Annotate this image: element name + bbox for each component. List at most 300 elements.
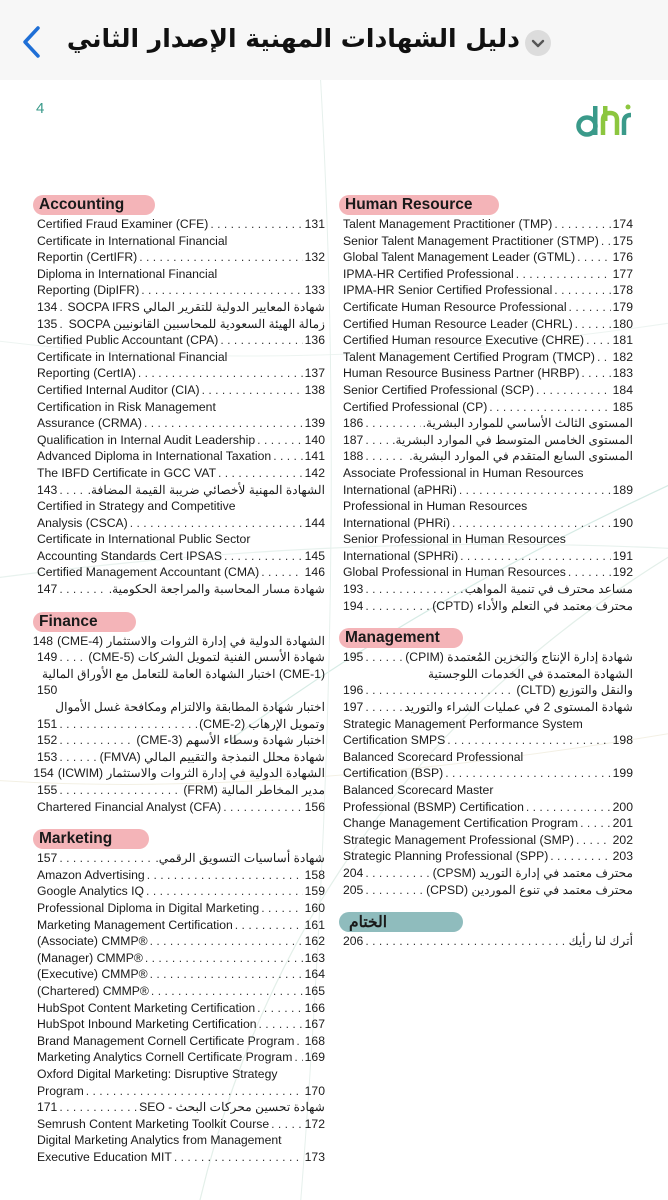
toc-entry[interactable] xyxy=(37,966,325,983)
toc-entry[interactable] xyxy=(343,564,633,581)
toc-entry[interactable] xyxy=(343,799,633,816)
toc-entry[interactable] xyxy=(37,1149,325,1166)
toc-entry-title: الشهادة المهنية لأخصائي ضريبة القيمة المضافة. xyxy=(87,482,325,497)
toc-entry[interactable] xyxy=(37,950,325,967)
toc-entry[interactable] xyxy=(37,917,325,934)
toc-entry[interactable] xyxy=(33,765,325,782)
toc-entry-page: 190 xyxy=(612,515,633,530)
toc-entry-title: Certification (BSP) xyxy=(343,766,444,781)
dot-leader xyxy=(550,848,610,865)
dot-leader xyxy=(452,515,611,532)
toc-entry-line[interactable]: Balanced Scorecard Master xyxy=(343,783,494,797)
toc-entry-page[interactable]: 150 xyxy=(37,683,58,698)
toc-entry-title: (CME-2) وتمويل الإرهاب xyxy=(199,716,325,731)
section-heading xyxy=(37,195,325,215)
toc-entry-page: 202 xyxy=(612,832,633,847)
dot-leader xyxy=(59,716,197,733)
toc-entry-title: (FRM) مدير المخاطر المالية xyxy=(183,783,325,797)
dot-leader xyxy=(568,564,611,581)
toc-entry-page: 201 xyxy=(612,816,633,831)
toc-entry-title: (Associate) CMMP® xyxy=(37,934,148,949)
toc-entry-title: (CPIM) شهادة إدارة الإنتاج والتخزين المُعتمدة xyxy=(405,650,633,665)
toc-entry[interactable] xyxy=(37,382,325,399)
toc-entry-page: 203 xyxy=(612,849,633,864)
toc-entry-title: Senior Talent Management Practitioner (STMP) xyxy=(343,233,599,248)
toc-entry-page: 171 xyxy=(37,1100,58,1115)
chevron-down-icon xyxy=(525,30,551,56)
toc-entry-title: Chartered Financial Analyst (CFA) xyxy=(37,799,222,814)
toc-entry-line[interactable]: اختبار شهادة المطابقة والالتزام ومكافحة غسل الأموال xyxy=(55,700,325,715)
toc-entry-title: Certified Internal Auditor (CIA) xyxy=(37,382,200,397)
toc-entry-page: 192 xyxy=(612,565,633,580)
dot-leader xyxy=(536,382,611,399)
toc-entry[interactable] xyxy=(343,598,633,615)
toc-entry-page: 142 xyxy=(304,465,325,480)
toc-entry-title: HubSpot Inbound Marketing Certification xyxy=(37,1017,257,1032)
dot-leader xyxy=(139,249,302,266)
toc-entry-title: Marketing Management Certification xyxy=(37,917,233,932)
toc-entry[interactable] xyxy=(37,716,325,733)
toc-entry-page: 163 xyxy=(304,950,325,965)
toc-entry[interactable] xyxy=(343,415,633,432)
dot-leader xyxy=(271,1116,303,1133)
toc-entry-title: (Chartered) CMMP® xyxy=(37,983,149,998)
toc-entry[interactable] xyxy=(343,299,633,316)
toc-entry[interactable] xyxy=(37,415,325,432)
toc-entry[interactable] xyxy=(37,867,325,884)
toc-entry-page: 153 xyxy=(37,749,58,764)
toc-entry[interactable] xyxy=(37,564,325,581)
toc-entry-page: 162 xyxy=(304,934,325,949)
section-gap xyxy=(37,815,325,829)
toc-entry-title: Certified Human resource Executive (CHRE) xyxy=(343,333,585,348)
toc-entry-page: 155 xyxy=(37,783,58,797)
toc-entry-page: 179 xyxy=(612,299,633,314)
toc-entry-title: (CPSD) محترف معتمد في تنوع الموردين xyxy=(426,882,633,897)
toc-entry[interactable] xyxy=(343,515,633,532)
toc-entry-page: 205 xyxy=(343,882,364,897)
toc-entry[interactable] xyxy=(37,883,325,900)
toc-entry[interactable] xyxy=(37,749,325,766)
toc-entry-page: 157 xyxy=(37,851,58,866)
toc-entry-title: شهادة أساسيات التسويق الرقمي. xyxy=(155,851,325,866)
toc-entry-page: 151 xyxy=(37,716,58,731)
toc-entry[interactable] xyxy=(343,233,633,250)
toc-entry[interactable] xyxy=(37,249,325,266)
toc-entry[interactable] xyxy=(343,765,633,782)
toc-entry[interactable] xyxy=(343,282,633,299)
dot-leader xyxy=(460,548,611,565)
toc-entry-title: المستوى الخامس المتوسط في الموارد البشرية. xyxy=(392,432,633,447)
toc-entry[interactable] xyxy=(37,282,325,299)
section-heading-label: Finance xyxy=(39,612,98,630)
dot-leader xyxy=(554,216,610,233)
toc-entry[interactable] xyxy=(37,482,325,499)
toc-entry-line[interactable]: Strategic Management Performance System xyxy=(343,716,583,731)
toc-entry[interactable] xyxy=(37,515,325,532)
toc-entry[interactable] xyxy=(343,682,633,699)
toc-entry-line[interactable]: Senior Professional in Human Resources xyxy=(343,532,566,547)
toc-entry-title: SOCPA IFRS شهادة المعايير الدولية للتقرير المالي xyxy=(67,299,325,314)
section-heading xyxy=(343,912,633,932)
section-heading-label: الختام xyxy=(349,914,388,932)
toc-entry-title: Program xyxy=(37,1083,84,1098)
toc-entry-page: 140 xyxy=(304,432,325,447)
toc-entry[interactable] xyxy=(37,1016,325,1033)
toc-entry[interactable] xyxy=(343,649,633,666)
toc-entry-page: 174 xyxy=(612,217,633,231)
section-heading-label: Human Resource xyxy=(345,196,473,213)
toc-entry-page: 158 xyxy=(304,867,325,882)
toc-entry[interactable] xyxy=(343,732,633,749)
toc-entry-page: 169 xyxy=(304,1050,325,1065)
toc-entry-title: Analysis (CSCA) xyxy=(37,515,128,530)
toc-entry-title: Reporting (DipIFR) xyxy=(37,283,140,298)
toc-entry[interactable] xyxy=(343,448,633,465)
toc-entry[interactable] xyxy=(37,1083,325,1100)
toc-entry-page: 193 xyxy=(343,582,364,597)
dot-leader xyxy=(365,598,430,615)
toc-entry-title: Professional (BSMP) Certification xyxy=(343,799,524,814)
toc-entry-page: 180 xyxy=(612,316,633,331)
dot-leader xyxy=(365,933,566,950)
dot-leader xyxy=(445,765,610,782)
toc-entry-title: Certified Fraud Examiner (CFE) xyxy=(37,217,209,231)
toc-entry[interactable] xyxy=(37,900,325,917)
toc-entry[interactable] xyxy=(343,382,633,399)
toc-entry-page: 147 xyxy=(37,582,58,597)
toc-entry-title: أترك لنا رأيك xyxy=(568,934,633,949)
toc-entry-title: Brand Management Cornell Certificate Program xyxy=(37,1033,295,1048)
section-heading-label: Management xyxy=(345,629,440,647)
dot-leader xyxy=(447,732,610,749)
dot-leader xyxy=(489,399,610,416)
toc-entry-line[interactable]: Balanced Scorecard Professional xyxy=(343,749,524,764)
section-heading-label: Marketing xyxy=(39,830,113,848)
toc-entry[interactable] xyxy=(343,832,633,849)
dot-leader xyxy=(218,465,303,482)
toc-entry[interactable] xyxy=(37,465,325,482)
toc-entry-page: 141 xyxy=(304,449,325,464)
dot-leader xyxy=(202,382,303,399)
toc-entry-title: Advanced Diploma in International Taxation xyxy=(37,449,272,464)
toc-entry-line[interactable]: Certificate in International Public Sector xyxy=(37,532,251,547)
toc-entry[interactable] xyxy=(343,316,633,333)
dot-leader xyxy=(145,950,303,967)
toc-entry-line[interactable]: Certificate in International Financial xyxy=(37,349,228,364)
toc-entry-title: (CME-3) اختبار شهادة وسطاء الأسهم xyxy=(136,733,325,748)
dot-leader xyxy=(296,1033,302,1050)
toc-entry-page: 181 xyxy=(612,333,633,348)
toc-right-column xyxy=(343,195,633,950)
toc-entry[interactable] xyxy=(343,249,633,266)
dot-leader xyxy=(365,415,420,432)
toc-entry[interactable] xyxy=(343,882,633,899)
toc-entry-page: 177 xyxy=(612,266,633,281)
toc-entry-line[interactable]: Certificate in International Financial xyxy=(37,233,228,248)
brand-logo xyxy=(575,100,635,140)
dot-leader xyxy=(365,581,462,598)
dot-leader xyxy=(569,299,611,316)
dot-leader xyxy=(59,749,97,766)
dot-leader xyxy=(210,216,302,233)
toc-entry-title: Talent Management Certified Program (TMCP) xyxy=(343,349,595,364)
toc-entry[interactable] xyxy=(343,365,633,382)
dot-leader xyxy=(586,332,611,349)
toc-entry-page: 154 xyxy=(33,766,54,781)
chevron-left-icon xyxy=(18,24,48,60)
toc-entry[interactable] xyxy=(37,432,325,449)
toc-entry[interactable] xyxy=(37,933,325,950)
dot-leader xyxy=(577,249,611,266)
toc-entry-title: المستوى الثالث الأساسي للموارد البشرية. xyxy=(422,416,633,431)
dot-leader xyxy=(581,365,610,382)
dot-leader xyxy=(259,1016,303,1033)
toc-entry[interactable] xyxy=(37,448,325,465)
toc-entry[interactable] xyxy=(343,399,633,416)
toc-entry[interactable] xyxy=(343,548,633,565)
toc-entry-page: 161 xyxy=(304,917,325,932)
toc-entry-page: 164 xyxy=(304,967,325,982)
dot-leader xyxy=(59,649,86,666)
document-page xyxy=(0,80,668,1200)
dot-leader xyxy=(59,1099,137,1116)
toc-entry[interactable] xyxy=(343,216,633,233)
dot-leader xyxy=(365,432,390,449)
toc-entry[interactable] xyxy=(32,633,325,650)
toc-entry-page: 204 xyxy=(343,865,364,880)
toc-entry-page: 178 xyxy=(612,283,633,298)
dot-leader xyxy=(576,832,611,849)
navigation-bar xyxy=(0,0,668,81)
dot-leader xyxy=(365,682,514,699)
toc-entry-title: (CLTD) والنقل والتوزيع xyxy=(516,683,633,698)
toc-entry-page: 200 xyxy=(612,799,633,814)
dot-leader xyxy=(144,415,303,432)
toc-entry-title: Strategic Planning Professional (SPP) xyxy=(343,849,549,864)
toc-entry-title: Certified Human Resource Leader (CHRL) xyxy=(343,316,573,331)
dot-leader xyxy=(174,1149,303,1166)
toc-entry-page: 132 xyxy=(304,250,325,265)
dot-leader xyxy=(459,482,611,499)
toc-entry-title: The IBFD Certificate in GCC VAT xyxy=(37,465,217,480)
toc-entry-title: Global Talent Management Leader (GTML) xyxy=(343,250,576,265)
dot-leader xyxy=(365,448,407,465)
dot-leader xyxy=(235,917,303,934)
dot-leader xyxy=(580,815,611,832)
toc-entry[interactable] xyxy=(37,1000,325,1017)
toc-entry-title: Change Management Certification Program xyxy=(343,816,579,831)
toc-entry[interactable] xyxy=(343,699,633,716)
dot-leader xyxy=(554,282,610,299)
dot-leader xyxy=(257,1000,303,1017)
toc-entry[interactable] xyxy=(37,732,325,749)
dot-leader xyxy=(150,966,303,983)
toc-left-column xyxy=(32,195,325,1165)
toc-entry-page: 160 xyxy=(304,900,325,915)
toc-entry[interactable] xyxy=(37,316,325,333)
title-menu-button[interactable] xyxy=(525,30,551,56)
section-heading xyxy=(343,195,633,215)
toc-entry-page: 145 xyxy=(304,548,325,563)
toc-entry-page: 148 xyxy=(32,633,54,648)
back-button[interactable] xyxy=(18,24,48,60)
toc-entry-line[interactable]: Oxford Digital Marketing: Disruptive Strategy xyxy=(37,1066,278,1081)
dot-leader xyxy=(59,581,106,598)
dot-leader xyxy=(86,1083,303,1100)
toc-entry-title: IPMA-HR Certified Professional xyxy=(343,266,514,281)
dot-leader xyxy=(273,448,302,465)
toc-entry[interactable] xyxy=(343,581,633,598)
toc-entry[interactable] xyxy=(37,365,325,382)
toc-entry-title: Reporting (CertIA) xyxy=(37,366,136,381)
toc-entry-title: (ICWIM) الشهادة الدولية في إدارة الثروات والاستثمار xyxy=(57,766,325,781)
toc-entry-page: 183 xyxy=(612,366,633,381)
toc-entry[interactable] xyxy=(37,983,325,1000)
toc-entry-title: Certificate Human Resource Professional xyxy=(343,299,567,314)
toc-entry[interactable] xyxy=(37,1033,325,1050)
toc-entry[interactable] xyxy=(343,482,633,499)
toc-entry-line[interactable]: Certified in Strategy and Competitive xyxy=(37,499,236,514)
toc-entry-title: Accounting Standards Cert IPSAS xyxy=(37,548,222,563)
dot-leader xyxy=(141,282,302,299)
toc-entry-line[interactable]: Professional in Human Resources xyxy=(343,499,528,514)
toc-entry-title: مساعد محترف في تنمية المواهب xyxy=(464,582,633,597)
dot-leader xyxy=(59,732,134,749)
toc-entry-page: 176 xyxy=(612,250,633,265)
dot-leader xyxy=(261,564,302,581)
toc-entry[interactable] xyxy=(343,848,633,865)
toc-entry[interactable] xyxy=(37,782,325,799)
toc-entry-page: 131 xyxy=(304,217,325,231)
dot-leader xyxy=(59,850,153,867)
toc-entry-page: 185 xyxy=(612,399,633,414)
section-gap xyxy=(343,898,633,912)
toc-entry[interactable] xyxy=(343,266,633,283)
toc-entry-title: (CME-4) الشهادة الدولية في إدارة الثروات والاستثمار xyxy=(57,633,325,648)
toc-entry-title: International (PHRi) xyxy=(343,515,451,530)
dot-leader xyxy=(59,316,66,333)
toc-entry[interactable] xyxy=(343,332,633,349)
dot-leader xyxy=(597,349,611,366)
dot-leader xyxy=(59,782,181,799)
toc-entry-title: Marketing Analytics Cornell Certificate Program xyxy=(37,1050,293,1065)
toc-entry-title: Google Analytics IQ xyxy=(37,884,145,899)
dot-leader xyxy=(130,515,303,532)
dot-leader xyxy=(150,933,303,950)
toc-entry-page: 170 xyxy=(304,1083,325,1098)
dot-leader xyxy=(147,867,303,884)
toc-entry-title: HubSpot Content Marketing Certification xyxy=(37,1000,256,1015)
toc-entry-title: شهادة مسار المحاسبة والمراجعة الحكومية. xyxy=(108,582,325,597)
dot-leader xyxy=(138,365,303,382)
toc-entry[interactable] xyxy=(37,299,325,316)
toc-entry[interactable] xyxy=(343,815,633,832)
toc-entry-title: (Manager) CMMP® xyxy=(37,950,143,965)
section-heading xyxy=(37,612,325,632)
toc-entry[interactable] xyxy=(37,332,325,349)
toc-entry-title: Professional Diploma in Digital Marketing xyxy=(37,900,260,915)
toc-entry[interactable] xyxy=(37,799,325,816)
section-heading xyxy=(343,628,633,648)
toc-entry-page: 189 xyxy=(612,482,633,497)
toc-entry-line[interactable]: Digital Marketing Analytics from Management xyxy=(37,1133,282,1148)
toc-entry-title: International (SPHRi) xyxy=(343,548,459,563)
toc-entry-line[interactable]: Certification in Risk Management xyxy=(37,399,216,414)
toc-entry-page: 137 xyxy=(304,366,325,381)
dot-leader xyxy=(59,482,85,499)
dot-leader xyxy=(365,649,403,666)
toc-entry-page: 166 xyxy=(304,1000,325,1015)
toc-entry-title: Certification SMPS xyxy=(343,733,446,748)
toc-entry-line[interactable]: Associate Professional in Human Resources xyxy=(343,465,584,480)
toc-entry-page: 143 xyxy=(37,482,58,497)
toc-entry-page: 144 xyxy=(304,515,325,530)
toc-entry-title: Assurance (CRMA) xyxy=(37,416,142,431)
section-heading xyxy=(37,829,325,849)
toc-entry-line[interactable]: الشهادة المعتمدة في الخدمات اللوجستية xyxy=(428,666,633,681)
toc-entry-page: 184 xyxy=(612,382,633,397)
toc-entry-page: 198 xyxy=(612,733,633,748)
toc-entry-title: (Executive) CMMP® xyxy=(37,967,148,982)
toc-entry-line[interactable]: (CME-1) اختبار الشهادة العامة للتعامل مع الأوراق المالية xyxy=(41,666,325,681)
toc-entry-page: 149 xyxy=(37,650,58,665)
toc-entry-title: Strategic Management Professional (SMP) xyxy=(343,832,574,847)
toc-entry-page: 134 xyxy=(37,299,58,314)
toc-entry[interactable] xyxy=(37,548,325,565)
toc-entry-page: 133 xyxy=(304,283,325,298)
toc-entry-page: 136 xyxy=(304,333,325,348)
toc-entry[interactable] xyxy=(37,850,325,867)
toc-entry[interactable] xyxy=(343,933,633,950)
toc-entry[interactable] xyxy=(343,349,633,366)
section-heading-label: Accounting xyxy=(39,196,125,213)
dot-leader xyxy=(220,332,302,349)
toc-entry-page: 186 xyxy=(343,416,364,431)
toc-entry-page: 188 xyxy=(343,449,364,464)
toc-entry-title: International (aPHRi) xyxy=(343,482,457,497)
toc-entry-page: 139 xyxy=(304,416,325,431)
toc-entry[interactable] xyxy=(37,1099,325,1116)
toc-entry[interactable] xyxy=(37,1116,325,1133)
toc-entry-page: 191 xyxy=(612,548,633,563)
toc-entry[interactable] xyxy=(37,581,325,598)
dot-leader xyxy=(261,900,302,917)
toc-entry-line[interactable]: Diploma in International Financial xyxy=(37,266,218,281)
dot-leader xyxy=(59,299,65,316)
toc-entry-page: 159 xyxy=(304,884,325,899)
toc-entry-title: Reportin (CertIFR) xyxy=(37,250,138,265)
dot-leader xyxy=(365,699,402,716)
toc-entry-title: (CPSM) محترف معتمد في إدارة التوريد xyxy=(432,865,633,880)
toc-entry-title: (CME-5) شهادة الأسس الفنية لتمويل الشركات xyxy=(88,650,325,665)
toc-entry-title: Certified Management Accountant (CMA) xyxy=(37,565,260,580)
dot-leader xyxy=(224,548,303,565)
toc-entry-title: Senior Certified Professional (SCP) xyxy=(343,382,535,397)
dot-leader xyxy=(365,865,430,882)
toc-entry[interactable] xyxy=(343,432,633,449)
toc-entry[interactable] xyxy=(37,649,325,666)
dot-leader xyxy=(516,266,611,283)
dot-leader xyxy=(575,316,611,333)
toc-entry[interactable] xyxy=(37,1049,325,1066)
toc-entry[interactable] xyxy=(37,216,325,233)
page-number: 4 xyxy=(36,100,45,117)
section-gap xyxy=(343,614,633,628)
toc-entry-title: المستوى السابع المتقدم في الموارد البشرية. xyxy=(409,449,633,464)
toc-entry-page: 197 xyxy=(343,700,364,715)
toc-entry[interactable] xyxy=(343,865,633,882)
